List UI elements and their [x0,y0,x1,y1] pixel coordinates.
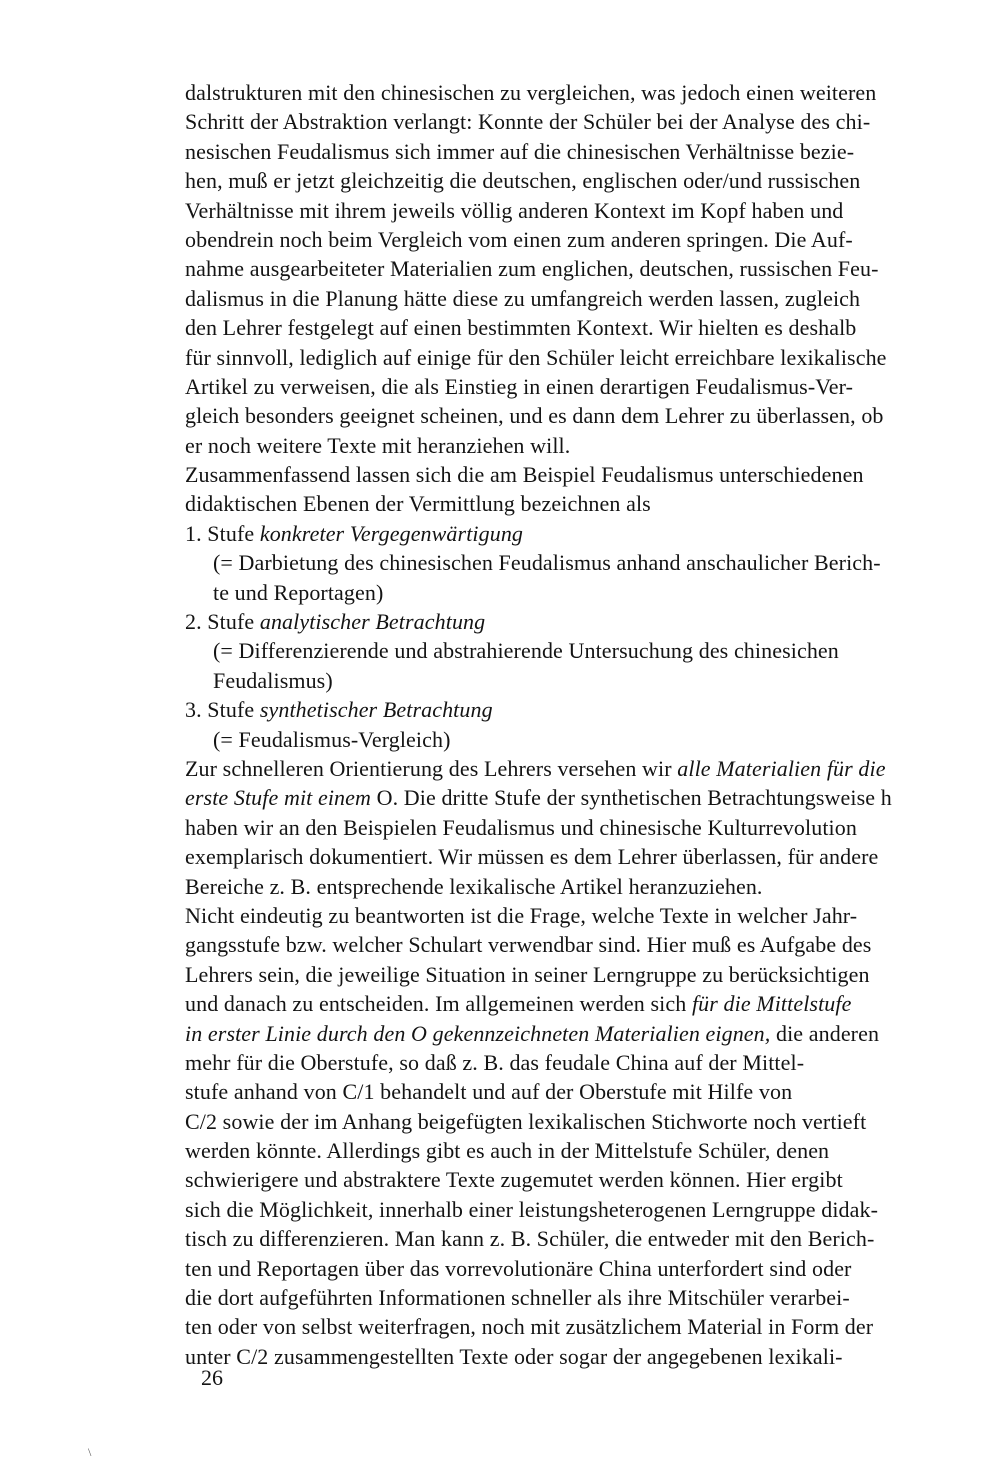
text-line [185,901,975,930]
text-segment: den Lehrer festgelegt auf einen bestimmten Kontext. Wir hielten es deshalb [185,315,857,341]
text-segment: C/2 sowie der im Anhang beigefügten lexikalischen Stichworte noch vertieft [185,1108,867,1134]
text-line [185,313,975,342]
text-line [185,930,975,959]
scan-artifact-mark: \ [88,1445,92,1459]
text-segment: O. Die dritte Stufe der synthetischen Betrachtungsweise h [371,785,892,811]
italic-text-segment: in erster Linie durch den O gekennzeichneten Materialien eignen, [185,1020,771,1046]
text-segment: ten oder von selbst weiterfragen, noch mit zusätzlichem Material in Form der [185,1314,874,1340]
text-line [185,813,975,842]
text-line [185,754,975,783]
text-segment: werden könnte. Allerdings gibt es auch in der Mittelstufe Schüler, denen [185,1138,830,1164]
text-segment: er noch weitere Texte mit heranziehen will. [185,432,571,458]
text-segment: exemplarisch dokumentiert. Wir müssen es dem Lehrer überlassen, für andere [185,844,879,870]
text-line [185,431,975,460]
text-line [185,578,975,607]
italic-text-segment: erste Stufe mit einem [185,785,371,811]
text-line [185,107,975,136]
text-line [185,225,975,254]
text-segment: hen, muß er jetzt gleichzeitig die deutschen, englischen oder/und russischen [185,168,861,194]
text-segment: die anderen [770,1020,880,1046]
text-segment: Bereiche z. B. entsprechende lexikalische Artikel heranzuziehen. [185,873,763,899]
text-line [185,401,975,430]
text-segment: Lehrers sein, die jeweilige Situation in seiner Lerngruppe zu berücksichtigen [185,961,870,987]
text-line [185,460,975,489]
text-line [185,1283,975,1312]
body-text [185,78,975,1371]
italic-text-segment: analytischer Betrachtung [259,609,486,635]
italic-text-segment: alle Materialien für die [677,755,886,781]
text-segment: 3. Stufe [185,697,260,723]
text-segment: dalstrukturen mit den chinesischen zu vergleichen, was jedoch einen weiteren [185,80,877,105]
text-segment: Feudalismus) [213,667,333,693]
text-line [185,872,975,901]
text-line [185,607,975,636]
text-line [185,960,975,989]
text-line [185,783,975,812]
text-line [185,1019,975,1048]
text-line [185,1342,975,1371]
text-segment: tisch zu differenzieren. Man kann z. B. Schüler, die entweder mit den Berich- [185,1226,875,1252]
text-segment: schwierigere und abstraktere Texte zugemutet werden können. Hier ergibt [185,1167,843,1193]
text-line [185,78,975,107]
text-line [185,1165,975,1194]
text-segment: (= Feudalismus-Vergleich) [213,726,451,752]
text-line [185,989,975,1018]
text-line [185,489,975,518]
text-segment: ten und Reportagen über das vorrevolutionäre China unterfordert sind oder [185,1255,852,1281]
text-segment: gleich besonders geeignet scheinen, und es dann dem Lehrer zu überlassen, ob [185,403,884,429]
text-segment: sich die Möglichkeit, innerhalb einer leistungsheterogenen Lerngruppe didak- [185,1196,879,1222]
text-segment: (= Darbietung des chinesischen Feudalismus anhand anschaulicher Berich- [213,550,881,576]
text-segment: stufe anhand von C/1 behandelt und auf der Oberstufe mit Hilfe von [185,1079,793,1105]
text-segment: 1. Stufe [185,520,260,546]
text-line [185,1107,975,1136]
text-segment: didaktischen Ebenen der Vermittlung bezeichnen als [185,491,651,517]
text-line [185,343,975,372]
text-segment: Artikel zu verweisen, die als Einstieg in einen derartigen Feudalismus-Ver- [185,373,854,399]
text-line [185,1312,975,1341]
page-number: 26 [201,1365,223,1390]
text-line [185,1254,975,1283]
text-line [185,695,975,724]
italic-text-segment: für die Mittelstufe [691,991,852,1017]
text-line [185,1224,975,1253]
text-segment: nesischen Feudalismus sich immer auf die chinesischen Verhältnisse bezie- [185,138,855,164]
text-segment: dalismus in die Planung hätte diese zu umfangreich werden lassen, zugleich [185,285,861,311]
text-segment: 2. Stufe [185,609,260,635]
text-segment: unter C/2 zusammengestellten Texte oder sogar der angegebenen lexikali- [185,1343,843,1369]
text-segment: Nicht eindeutig zu beantworten ist die Frage, welche Texte in welcher Jahr- [185,902,858,928]
text-segment: und danach zu entscheiden. Im allgemeinen werden sich [185,991,692,1017]
text-segment: haben wir an den Beispielen Feudalismus und chinesische Kulturrevolution [185,814,857,840]
text-line [185,1048,975,1077]
text-segment: Schritt der Abstraktion verlangt: Konnte der Schüler bei der Analyse des chi- [185,109,871,135]
italic-text-segment: konkreter Vergegenwärtigung [259,520,524,546]
text-line [185,725,975,754]
text-line [185,196,975,225]
text-line [185,666,975,695]
italic-text-segment: synthetischer Betrachtung [259,697,493,723]
text-segment: gangsstufe bzw. welcher Schulart verwendbar sind. Hier muß es Aufgabe des [185,932,872,958]
text-segment: die dort aufgeführten Informationen schneller als ihre Mitschüler verarbei- [185,1285,850,1311]
text-segment: mehr für die Oberstufe, so daß z. B. das feudale China auf der Mittel- [185,1049,805,1075]
text-line [185,1195,975,1224]
text-segment: Verhältnisse mit ihrem jeweils völlig anderen Kontext im Kopf haben und [185,197,844,223]
text-segment: Zusammenfassend lassen sich die am Beispiel Feudalismus unterschiedenen [185,462,864,488]
text-line [185,137,975,166]
text-line [185,842,975,871]
text-line [185,1136,975,1165]
text-segment: (= Differenzierende und abstrahierende Untersuchung des chinesichen [213,638,839,664]
text-line [185,166,975,195]
text-line [185,636,975,665]
text-segment: Zur schnelleren Orientierung des Lehrers versehen wir [185,755,678,781]
text-line [185,284,975,313]
text-line [185,519,975,548]
text-segment: nahme ausgearbeiteter Materialien zum englichen, deutschen, russischen Feu- [185,256,879,282]
text-segment: te und Reportagen) [213,579,384,605]
text-segment: für sinnvoll, lediglich auf einige für den Schüler leicht erreichbare lexikalische [185,344,887,370]
text-line [185,1077,975,1106]
text-line [185,254,975,283]
text-line [185,548,975,577]
text-segment: obendrein noch beim Vergleich vom einen zum anderen springen. Die Auf- [185,226,853,252]
text-line [185,372,975,401]
